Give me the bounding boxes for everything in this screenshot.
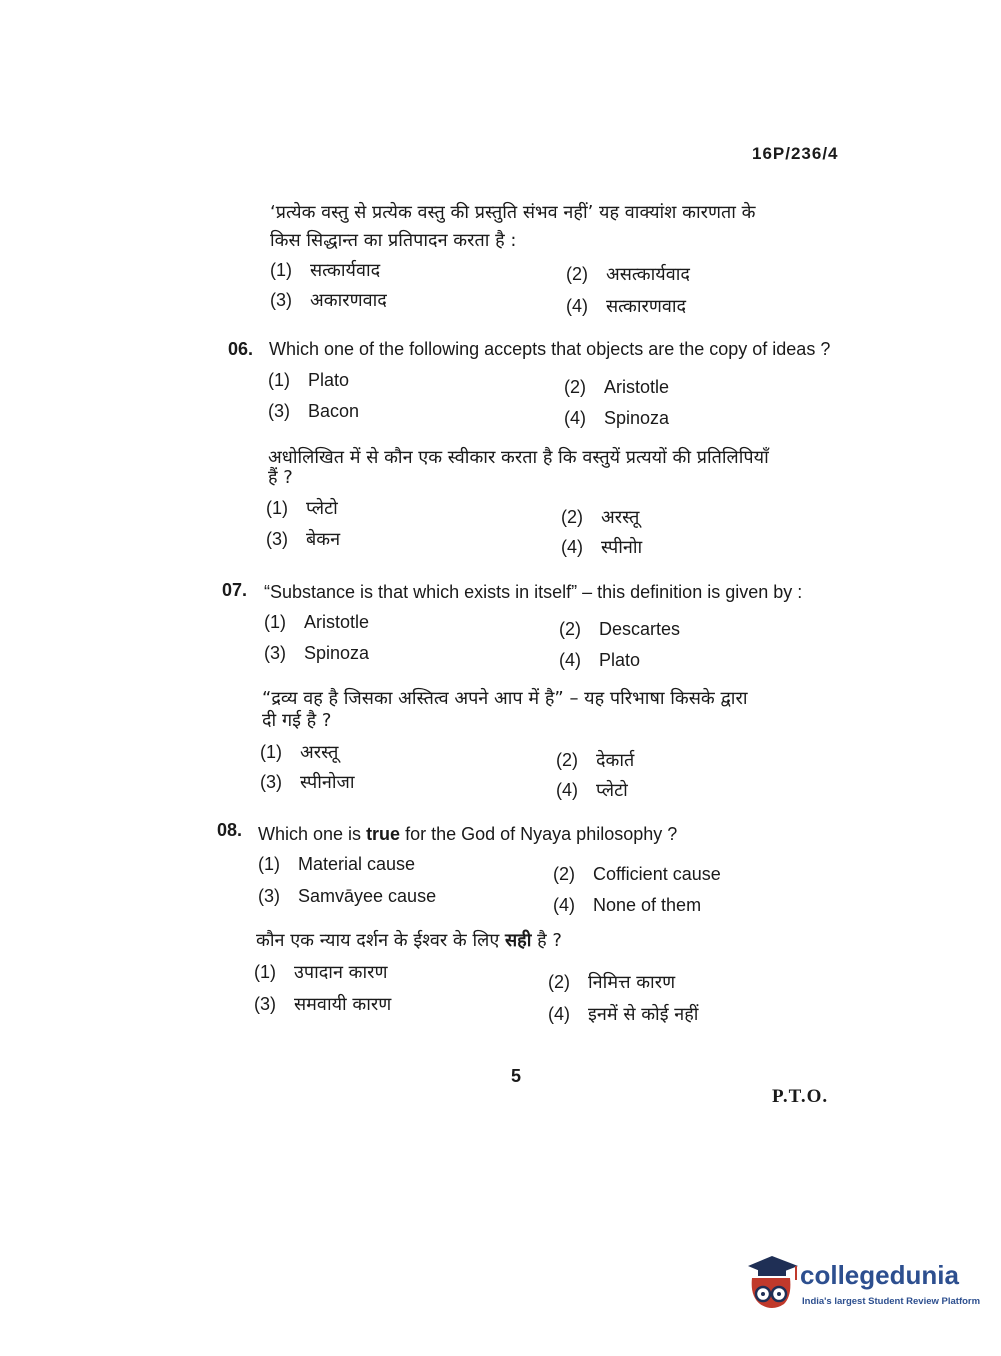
q05-hindi-option-4 bbox=[566, 294, 686, 318]
option-number: (2) bbox=[556, 750, 578, 770]
q08-hindi-option-2 bbox=[548, 970, 675, 994]
q05-hindi-option-1 bbox=[270, 258, 380, 282]
q08-option-4 bbox=[553, 895, 701, 916]
option-number: (2) bbox=[559, 619, 581, 639]
option-text: Samvāyee cause bbox=[298, 886, 437, 906]
q08-stem-part1: Which one is bbox=[258, 824, 362, 844]
option-number: (1) bbox=[266, 498, 288, 518]
option-number: (3) bbox=[270, 290, 292, 310]
q07-hindi-stem-line2: दी गई है ? bbox=[262, 710, 332, 731]
q06-number: 06. bbox=[228, 339, 254, 359]
collegedunia-logo bbox=[742, 1252, 981, 1316]
q08-hindi-option-4 bbox=[548, 1002, 698, 1026]
q08-stem-emphasis: true bbox=[366, 824, 401, 844]
q06-option-4 bbox=[564, 408, 669, 429]
option-number: (1) bbox=[270, 260, 292, 280]
option-text: Spinoza bbox=[304, 643, 370, 663]
q05-hindi-option-2 bbox=[566, 262, 690, 286]
q07-option-2 bbox=[559, 619, 680, 640]
page-number: 5 bbox=[511, 1066, 522, 1086]
logo-tagline: India's largest Student Review Platform bbox=[802, 1296, 981, 1307]
q07-hindi-option-1 bbox=[260, 740, 338, 764]
q08-option-1 bbox=[258, 854, 415, 875]
q08-number: 08. bbox=[217, 820, 243, 840]
q06-hindi-option-1 bbox=[266, 496, 338, 520]
option-text: अरस्तू bbox=[300, 742, 339, 763]
option-number: (3) bbox=[264, 643, 286, 663]
q06-hindi-option-3 bbox=[266, 527, 340, 551]
option-text: सत्कारणवाद bbox=[606, 296, 687, 317]
logo-brand: collegedunia bbox=[800, 1260, 959, 1290]
option-text: इनमें से कोई नहीं bbox=[588, 1004, 699, 1025]
q08-hindi-stem-part2: है ? bbox=[537, 930, 562, 951]
q08-option-2 bbox=[553, 864, 721, 885]
option-text: असत्कार्यवाद bbox=[606, 264, 690, 285]
option-number: (4) bbox=[566, 296, 588, 316]
q06-hindi-stem-line2: हैं ? bbox=[268, 467, 293, 488]
option-number: (3) bbox=[254, 994, 276, 1014]
option-number: (4) bbox=[556, 780, 578, 800]
q06-stem: Which one of the following accepts that objects are the copy of ideas ? bbox=[269, 339, 831, 359]
q08-hindi-stem-emphasis: सही bbox=[505, 930, 532, 951]
q07-stem: “Substance is that which exists in itself” – this definition is given by : bbox=[264, 582, 803, 602]
option-number: (1) bbox=[258, 854, 280, 874]
option-text: समवायी कारण bbox=[294, 994, 392, 1015]
q06-option-3 bbox=[268, 401, 359, 422]
option-text: उपादान कारण bbox=[294, 962, 388, 983]
option-number: (2) bbox=[548, 972, 570, 992]
option-number: (2) bbox=[566, 264, 588, 284]
option-text: Plato bbox=[599, 650, 641, 670]
q07-hindi-option-2 bbox=[556, 748, 634, 772]
option-number: (2) bbox=[553, 864, 575, 884]
option-number: (3) bbox=[268, 401, 290, 421]
q05-hindi-stem-line2: किस सिद्धान्त का प्रतिपादन करता है : bbox=[270, 230, 517, 251]
paper-code: 16P/236/4 bbox=[752, 144, 839, 163]
q07-option-3 bbox=[264, 643, 369, 664]
q08-hindi-stem bbox=[256, 928, 562, 952]
option-number: (1) bbox=[254, 962, 276, 982]
option-text: Aristotle bbox=[304, 612, 370, 632]
option-text: Aristotle bbox=[604, 377, 670, 397]
q07-hindi-option-4 bbox=[556, 778, 628, 802]
q08-stem bbox=[258, 824, 677, 845]
option-text: स्पीनोा bbox=[601, 537, 643, 558]
option-number: (1) bbox=[268, 370, 290, 390]
option-number: (2) bbox=[564, 377, 586, 397]
option-number: (1) bbox=[264, 612, 286, 632]
option-text: Material cause bbox=[298, 854, 416, 874]
option-text: Descartes bbox=[599, 619, 681, 639]
q06-option-2 bbox=[564, 377, 669, 398]
q08-hindi-option-3 bbox=[254, 992, 391, 1016]
option-text: प्लेटो bbox=[306, 498, 338, 519]
option-number: (4) bbox=[559, 650, 581, 670]
pto-label: P.T.O. bbox=[772, 1086, 829, 1107]
q07-hindi-stem-line1: “द्रव्य वह है जिसका अस्तित्व अपने आप में है” – यह परिभाषा किसके द्वारा bbox=[262, 688, 748, 709]
q05-hindi-option-3 bbox=[270, 288, 387, 312]
q06-hindi-option-4 bbox=[561, 535, 642, 559]
option-number: (4) bbox=[561, 537, 583, 557]
option-text: None of them bbox=[593, 895, 702, 915]
q06-hindi-stem-line1: अधोलिखित में से कौन एक स्वीकार करता है कि वस्तुयें प्रत्ययों की प्रतिलिपियाँ bbox=[268, 447, 769, 468]
option-text: Cofficient cause bbox=[593, 864, 721, 884]
option-text: Plato bbox=[308, 370, 350, 390]
option-number: (4) bbox=[564, 408, 586, 428]
q07-hindi-option-3 bbox=[260, 770, 355, 794]
option-text: निमित्त कारण bbox=[588, 972, 676, 993]
q07-option-4 bbox=[559, 650, 640, 671]
option-number: (1) bbox=[260, 742, 282, 762]
option-text: प्लेटो bbox=[596, 780, 628, 801]
q05-hindi-stem-line1: ‘प्रत्येक वस्तु से प्रत्येक वस्तु की प्रस्तुति संभव नहीं’ यह वाक्यांश कारणता के bbox=[270, 202, 756, 223]
option-number: (4) bbox=[553, 895, 575, 915]
q08-option-3 bbox=[258, 886, 436, 907]
q06-option-1 bbox=[268, 370, 349, 391]
mascot-icon bbox=[742, 1252, 800, 1314]
q07-option-1 bbox=[264, 612, 369, 633]
option-number: (4) bbox=[548, 1004, 570, 1024]
q06-hindi-option-2 bbox=[561, 505, 639, 529]
option-number: (3) bbox=[260, 772, 282, 792]
q08-hindi-stem-part1: कौन एक न्याय दर्शन के ईश्वर के लिए bbox=[256, 930, 500, 951]
option-text: देकार्त bbox=[596, 750, 635, 771]
q08-hindi-option-1 bbox=[254, 960, 388, 984]
option-number: (2) bbox=[561, 507, 583, 527]
option-text: Spinoza bbox=[604, 408, 670, 428]
q07-number: 07. bbox=[222, 580, 248, 600]
option-number: (3) bbox=[258, 886, 280, 906]
q08-stem-part2: for the God of Nyaya philosophy ? bbox=[405, 824, 678, 844]
option-text: बेकन bbox=[306, 529, 341, 550]
option-text: सत्कार्यवाद bbox=[310, 260, 381, 281]
option-text: Bacon bbox=[308, 401, 360, 421]
option-number: (3) bbox=[266, 529, 288, 549]
option-text: अकारणवाद bbox=[310, 290, 387, 311]
option-text: अरस्तू bbox=[601, 507, 640, 528]
option-text: स्पीनोजा bbox=[300, 772, 355, 793]
